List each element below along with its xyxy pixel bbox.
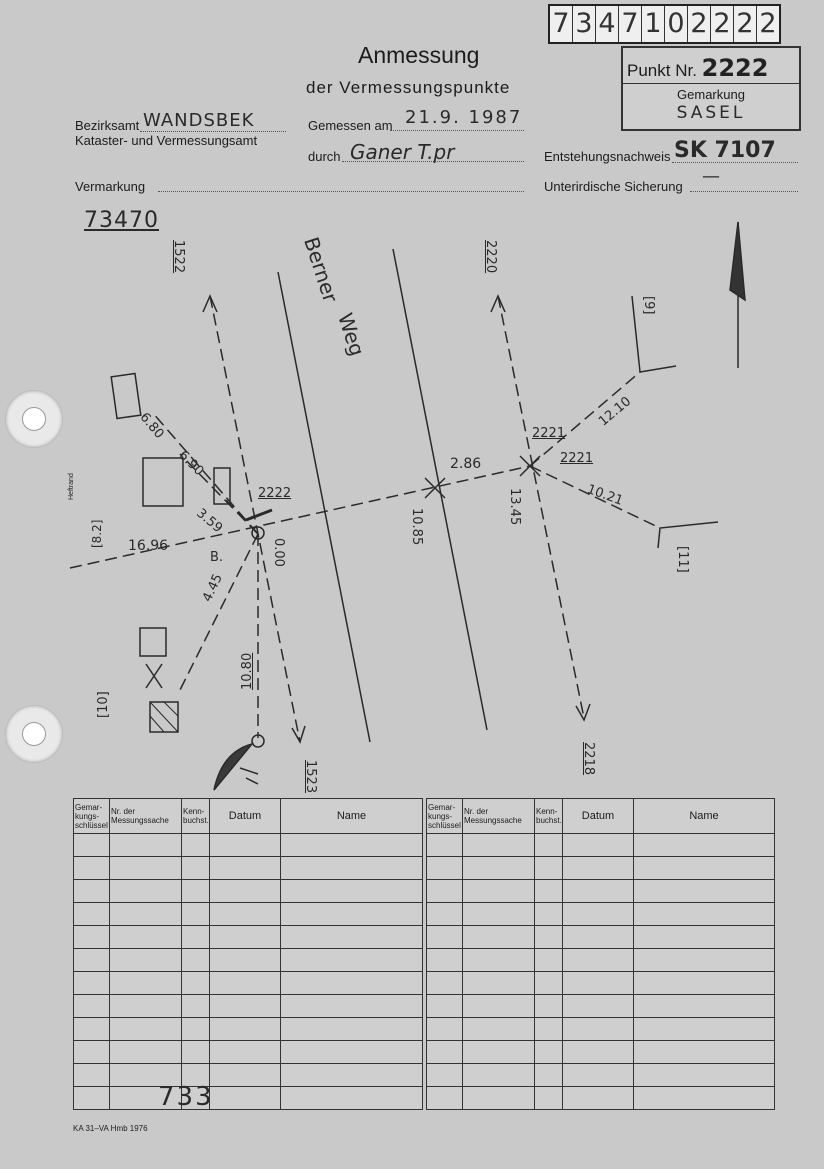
- table-cell: [182, 1041, 210, 1064]
- table-cell: [110, 1018, 182, 1041]
- table-cell: [74, 972, 110, 995]
- table-cell: [110, 926, 182, 949]
- table-row: [74, 880, 423, 903]
- table-row: [74, 1087, 423, 1110]
- column-header: Datum: [210, 799, 281, 834]
- table-row: [74, 834, 423, 857]
- distance-label: 13.45: [507, 488, 522, 526]
- unterirdisch-label: Unterirdische Sicherung: [544, 179, 683, 194]
- table-cell: [535, 949, 563, 972]
- table-cell: [210, 1018, 281, 1041]
- table-cell: [281, 857, 423, 880]
- table-row: [427, 857, 775, 880]
- distance-label: 10.85: [409, 508, 424, 546]
- point-label-2218: 2218: [581, 742, 596, 776]
- table-cell: [281, 903, 423, 926]
- column-header: Kenn-buchst.: [182, 799, 210, 834]
- table-cell: [110, 880, 182, 903]
- table-cell: [74, 1087, 110, 1110]
- table-cell: [281, 1064, 423, 1087]
- table-cell: [535, 880, 563, 903]
- bezirksamt-value: WANDSBEK: [143, 110, 255, 131]
- table-row: [74, 1041, 423, 1064]
- table-cell: [182, 1018, 210, 1041]
- arrowhead: [292, 726, 305, 742]
- table-cell: [463, 903, 535, 926]
- table-cell: [210, 1087, 281, 1110]
- table-cell: [563, 972, 634, 995]
- form-subtitle: der Vermessungspunkte: [306, 78, 511, 97]
- table-row: [74, 1018, 423, 1041]
- table-cell: [182, 995, 210, 1018]
- table-cell: [210, 880, 281, 903]
- id-digit: 2: [711, 6, 734, 42]
- table-cell: [182, 834, 210, 857]
- table-cell: [74, 880, 110, 903]
- table-cell: [563, 834, 634, 857]
- table-row: [74, 1064, 423, 1087]
- id-digit: 2: [759, 8, 777, 39]
- table-cell: [74, 1041, 110, 1064]
- building-outline: [111, 374, 141, 419]
- table-cell: [563, 903, 634, 926]
- street-name-2: Weg: [333, 310, 370, 359]
- table-cell: [634, 972, 775, 995]
- table-cell: [535, 1018, 563, 1041]
- table-cell: [281, 880, 423, 903]
- gemarkung-label: Gemarkung: [677, 87, 745, 102]
- distance-label: 12.10: [596, 394, 635, 430]
- table-cell: [74, 903, 110, 926]
- table-cell: [563, 1018, 634, 1041]
- table-row: [427, 949, 775, 972]
- table-cell: [463, 949, 535, 972]
- table-cell: [634, 926, 775, 949]
- table-cell: [427, 995, 463, 1018]
- table-cell: [535, 1041, 563, 1064]
- table-cell: [634, 995, 775, 1018]
- table-cell: [110, 972, 182, 995]
- gemarkung-value: SASEL: [676, 103, 746, 123]
- table-row: [74, 926, 423, 949]
- entstehung-label: Entstehungsnachweis: [544, 149, 671, 164]
- table-cell: [634, 857, 775, 880]
- table-row: [427, 926, 775, 949]
- column-header: Name: [281, 799, 423, 834]
- table-cell: [634, 1018, 775, 1041]
- table-cell: [463, 1064, 535, 1087]
- table-cell: [563, 949, 634, 972]
- bracket-label: [8.2]: [90, 519, 104, 548]
- id-digit: 1: [642, 6, 665, 42]
- tree-symbol: [214, 744, 252, 790]
- table-cell: [74, 949, 110, 972]
- table-cell: [281, 949, 423, 972]
- table-cell: [563, 857, 634, 880]
- table-cell: [563, 995, 634, 1018]
- id-digit: 7: [619, 6, 642, 42]
- street-edge-line: [393, 249, 487, 730]
- table-cell: [74, 995, 110, 1018]
- column-header: Gemar-kungs-schlüssel: [74, 799, 110, 834]
- durch-value: Ganer T.pr: [350, 140, 455, 164]
- register-table-right: [426, 798, 775, 1110]
- table-row: [74, 857, 423, 880]
- table-cell: [210, 834, 281, 857]
- table-cell: [463, 857, 535, 880]
- table-row: [427, 995, 775, 1018]
- table-cell: [634, 1041, 775, 1064]
- table-cell: [281, 995, 423, 1018]
- point-label-2222: 2222: [258, 486, 292, 501]
- distance-label: 16.96: [128, 538, 169, 554]
- street-name-1: Berner: [299, 234, 343, 306]
- sketch-number: 73470: [84, 208, 159, 233]
- table-cell: [182, 903, 210, 926]
- table-cell: [463, 834, 535, 857]
- table-cell: [110, 903, 182, 926]
- table-cell: [182, 926, 210, 949]
- table-cell: [182, 949, 210, 972]
- point-label-1522: 1522: [171, 240, 186, 274]
- vermarkung-label: Vermarkung: [75, 179, 146, 194]
- table-cell: [210, 1064, 281, 1087]
- table-cell: [110, 1041, 182, 1064]
- table-cell: [281, 1041, 423, 1064]
- id-digit: 3: [573, 6, 596, 42]
- table-cell: [74, 1018, 110, 1041]
- punkt-label: Punkt Nr.: [627, 61, 697, 80]
- durch-label: durch: [308, 149, 341, 164]
- table-cell: [463, 995, 535, 1018]
- punkt-number: 2222: [701, 54, 769, 82]
- heftrand-label: Heftrand: [68, 473, 75, 500]
- table-cell: [281, 1087, 423, 1110]
- distance-label: 4.45: [200, 571, 226, 605]
- distance-label: 0.00: [271, 538, 286, 567]
- table-row: [427, 1064, 775, 1087]
- table-cell: [210, 903, 281, 926]
- table-cell: [74, 926, 110, 949]
- distance-label: 3.59: [193, 506, 226, 537]
- table-cell: [427, 834, 463, 857]
- table-row: [74, 903, 423, 926]
- table-cell: [535, 972, 563, 995]
- table-row: [427, 1087, 775, 1110]
- table-cell: [182, 972, 210, 995]
- column-header: Nr. der Messungssache: [463, 799, 535, 834]
- bracket-label: [9]: [641, 296, 656, 315]
- building-outline: [143, 458, 183, 506]
- table-cell: [427, 1041, 463, 1064]
- table-cell: [281, 926, 423, 949]
- table-cell: [463, 1018, 535, 1041]
- table-cell: [463, 972, 535, 995]
- table-cell: [634, 1087, 775, 1110]
- table-cell: [535, 1087, 563, 1110]
- id-digit: 4: [596, 6, 619, 42]
- column-header: Gemar-kungs-schlüssel: [427, 799, 463, 834]
- id-digit: 0: [665, 6, 688, 42]
- column-header: Datum: [563, 799, 634, 834]
- table-cell: [427, 926, 463, 949]
- table-cell: [427, 1018, 463, 1041]
- measure-line: [210, 296, 300, 742]
- distance-label: 6.90: [175, 448, 207, 480]
- table-cell: [563, 1041, 634, 1064]
- table-cell: [634, 834, 775, 857]
- table-cell: [427, 1064, 463, 1087]
- table-row: [427, 834, 775, 857]
- distance-label: 6.80: [136, 410, 167, 442]
- table-cell: [74, 834, 110, 857]
- table-cell: [563, 1064, 634, 1087]
- table-cell: [427, 880, 463, 903]
- table-cell: [563, 926, 634, 949]
- table-cell: [634, 903, 775, 926]
- table-row: [74, 972, 423, 995]
- building-outline: [140, 628, 166, 656]
- b-label: B.: [210, 550, 224, 565]
- table-cell: [427, 972, 463, 995]
- table-cell: [210, 949, 281, 972]
- table-cell: [110, 857, 182, 880]
- table-cell: [563, 880, 634, 903]
- table-cell: [535, 1064, 563, 1087]
- bracket-label: [10]: [96, 691, 111, 718]
- id-digit: 2: [734, 6, 757, 42]
- table-cell: [182, 880, 210, 903]
- id-digit: 7: [550, 6, 573, 42]
- point-label-2221: 2221: [532, 426, 566, 441]
- table-note: 733: [158, 1082, 214, 1112]
- point-label-2220: 2220: [483, 240, 498, 274]
- table-cell: [634, 949, 775, 972]
- table-row: [427, 1041, 775, 1064]
- table-cell: [535, 926, 563, 949]
- column-header: Name: [634, 799, 775, 834]
- table-cell: [210, 857, 281, 880]
- table-cell: [210, 995, 281, 1018]
- table-cell: [463, 880, 535, 903]
- table-cell: [74, 857, 110, 880]
- north-arrow: [730, 222, 745, 300]
- table-cell: [463, 926, 535, 949]
- id-digit: 2: [688, 6, 711, 42]
- column-header: Kenn-buchst.: [535, 799, 563, 834]
- table-row: [427, 880, 775, 903]
- table-cell: [110, 949, 182, 972]
- table-cell: [535, 995, 563, 1018]
- table-cell: [210, 926, 281, 949]
- gemessen-label: Gemessen am: [308, 118, 393, 133]
- table-cell: [463, 1041, 535, 1064]
- distance-label: 2.86: [450, 456, 482, 472]
- table-cell: [74, 1064, 110, 1087]
- table-cell: [210, 1041, 281, 1064]
- table-cell: [427, 857, 463, 880]
- table-cell: [110, 995, 182, 1018]
- form-title: Anmessung: [358, 42, 480, 68]
- entstehung-value: SK 7107: [674, 138, 776, 163]
- point-label-1523: 1523: [303, 760, 318, 794]
- table-cell: [110, 834, 182, 857]
- table-cell: [427, 949, 463, 972]
- table-cell: [281, 834, 423, 857]
- table-cell: [535, 857, 563, 880]
- table-cell: [281, 972, 423, 995]
- table-cell: [634, 1064, 775, 1087]
- column-header: Nr. der Messungssache: [110, 799, 182, 834]
- form-code: KA 31–VA Hmb 1976: [73, 1124, 148, 1133]
- table-cell: [535, 903, 563, 926]
- table-cell: [281, 1018, 423, 1041]
- table-row: [427, 1018, 775, 1041]
- distance-label: 10.21: [584, 482, 625, 509]
- table-row: [427, 972, 775, 995]
- table-cell: [463, 1087, 535, 1110]
- table-cell: [563, 1087, 634, 1110]
- table-cell: [210, 972, 281, 995]
- point-label-2221: 2221: [560, 451, 594, 466]
- table-row: [74, 949, 423, 972]
- gemessen-value: 21.9. 1987: [405, 107, 523, 128]
- table-cell: [182, 857, 210, 880]
- distance-label: 10.80: [240, 652, 255, 690]
- table-cell: [634, 880, 775, 903]
- kataster-label: Kataster- und Vermessungsamt: [75, 133, 258, 148]
- table-cell: [427, 903, 463, 926]
- bezirksamt-label: Bezirksamt: [75, 118, 140, 133]
- table-cell: [427, 1087, 463, 1110]
- table-row: [74, 995, 423, 1018]
- table-row: [427, 903, 775, 926]
- table-cell: [535, 834, 563, 857]
- register-table-left: [73, 798, 423, 1110]
- bracket-label: [11]: [675, 546, 690, 573]
- unterirdisch-value: —: [702, 166, 720, 187]
